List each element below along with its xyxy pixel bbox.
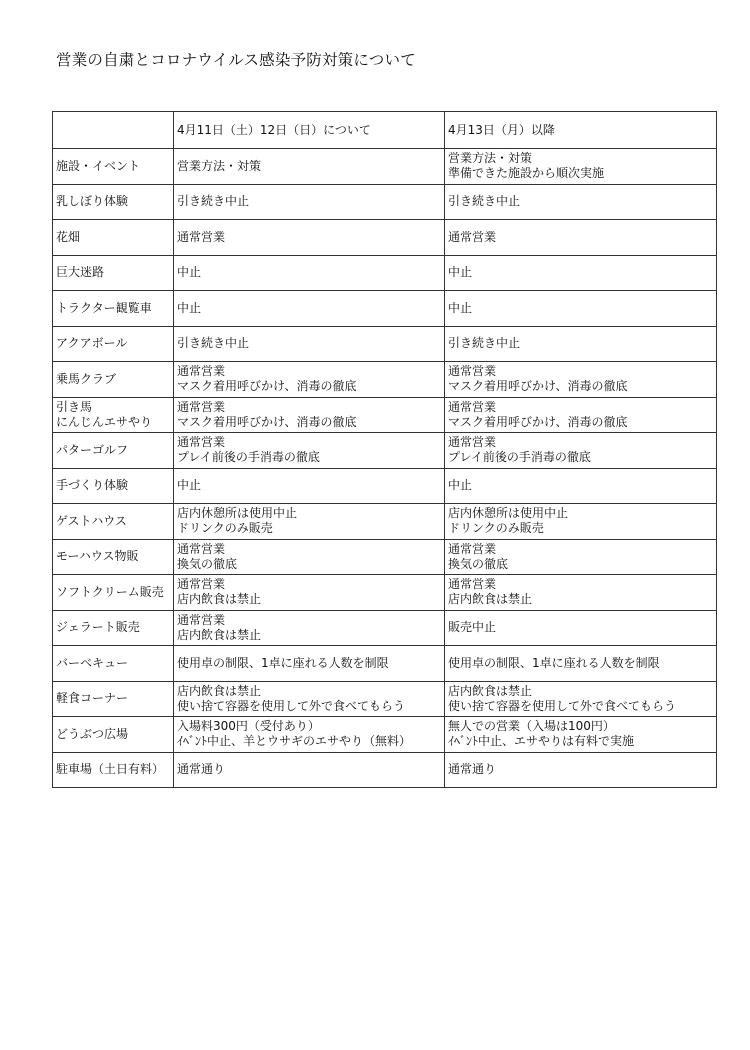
weekend-measure-cell — [174, 468, 445, 504]
after-measure-cell — [445, 184, 717, 220]
cell-text-line: 営業方法・対策 — [448, 151, 533, 166]
page-title: 営業の自粛とコロナウイルス感染予防対策について — [56, 51, 416, 69]
cell-text-line: 乗馬クラブ — [56, 371, 117, 386]
facility-cell — [53, 184, 174, 220]
weekend-measure-cell — [174, 681, 445, 717]
weekend-measure-cell — [174, 326, 445, 362]
cell-text-line: 引き続き中止 — [448, 194, 521, 209]
cell-text-line: パターゴルフ — [56, 442, 129, 457]
table-row — [53, 646, 717, 682]
cell-text-line: 通常営業 — [177, 541, 226, 556]
table-row — [53, 255, 717, 291]
cell-text-line: ドリンクのみ販売 — [448, 521, 544, 536]
cell-text-line: 換気の徹底 — [448, 556, 509, 571]
cell-text-line: 中止 — [448, 478, 473, 493]
cell-text-line: 店内飲食は禁止 — [448, 683, 533, 698]
cell-text-line: マスク着用呼びかけ、消毒の徹底 — [448, 414, 628, 429]
facility-cell — [53, 646, 174, 682]
cell-text-line: マスク着用呼びかけ、消毒の徹底 — [177, 379, 357, 394]
after-measure-cell — [445, 575, 717, 611]
cell-text-line: 引き続き中止 — [177, 194, 250, 209]
cell-text-line: 店内飲食は禁止 — [177, 683, 262, 698]
table-row — [53, 468, 717, 504]
cell-text-line: 巨大迷路 — [56, 265, 105, 280]
table-row — [53, 504, 717, 540]
cell-text-line: 準備できた施設から順次実施 — [448, 166, 605, 181]
cell-text-line: トラクター観覧車 — [56, 300, 152, 315]
after-measure-cell — [445, 646, 717, 682]
after-measure-cell — [445, 433, 717, 469]
weekend-measure-cell — [174, 220, 445, 256]
after-measure-cell — [445, 610, 717, 646]
weekend-measure-cell — [174, 291, 445, 327]
table-header-row — [53, 112, 717, 149]
cell-text-line: マスク着用呼びかけ、消毒の徹底 — [177, 414, 357, 429]
table-row — [53, 681, 717, 717]
cell-text-line: 通常営業 — [448, 577, 497, 592]
cell-text-line: 使い捨て容器を使用して外で食べてもらう — [448, 698, 677, 713]
after-measure-cell — [445, 752, 717, 788]
cell-text-line: 販売中止 — [448, 620, 497, 635]
cell-text-line: ドリンクのみ販売 — [177, 521, 273, 536]
table-row — [53, 433, 717, 469]
cell-text-line: 使い捨て容器を使用して外で食べてもらう — [177, 698, 406, 713]
cell-text-line: マスク着用呼びかけ、消毒の徹底 — [448, 379, 628, 394]
weekend-measure-cell — [174, 610, 445, 646]
facility-cell — [53, 433, 174, 469]
cell-text-line: 通常営業 — [177, 399, 226, 414]
facility-cell — [53, 362, 174, 398]
facility-cell — [53, 326, 174, 362]
after-measure-cell — [445, 539, 717, 575]
weekend-measure-cell — [174, 362, 445, 398]
cell-text-line: ジェラート販売 — [56, 620, 140, 635]
cell-text-line: 引き続き中止 — [448, 336, 521, 351]
cell-text-line: 店内休憩所は使用中止 — [448, 506, 569, 521]
cell-text-line: ｲﾍﾞﾝﾄ中止、羊とウサギのエサやり（無料） — [177, 734, 412, 749]
table-row — [53, 184, 717, 220]
weekend-measure-cell — [174, 575, 445, 611]
after-measure-cell — [445, 504, 717, 540]
weekend-measure-cell — [174, 255, 445, 291]
facility-cell — [53, 610, 174, 646]
cell-text-line: 中止 — [448, 265, 473, 280]
cell-text-line: 使用卓の制限、1卓に座れる人数を制限 — [177, 655, 389, 670]
cell-text-line: 通常営業 — [448, 435, 497, 450]
cell-text-line: にんじんエサやり — [56, 414, 153, 429]
facility-cell — [53, 291, 174, 327]
weekend-measure-cell — [174, 752, 445, 788]
cell-text-line: ｲﾍﾞﾝﾄ中止、エサやりは有料で実施 — [448, 734, 635, 749]
cell-text-line: 使用卓の制限、1卓に座れる人数を制限 — [448, 655, 660, 670]
table-row — [53, 717, 717, 753]
weekend-measure-cell — [174, 504, 445, 540]
cell-text-line: 店内飲食は禁止 — [448, 592, 533, 607]
facility-cell — [53, 717, 174, 753]
table-row — [53, 220, 717, 256]
after-measure-cell — [445, 397, 717, 433]
cell-text-line: 店内休憩所は使用中止 — [177, 506, 298, 521]
cell-text-line: 通常通り — [448, 762, 497, 777]
cell-text-line: 引き続き中止 — [177, 336, 250, 351]
after-measure-cell — [445, 468, 717, 504]
cell-text-line: プレイ前後の手消毒の徹底 — [448, 450, 591, 465]
facility-cell — [53, 681, 174, 717]
table-row — [53, 610, 717, 646]
cell-text-line: 通常営業 — [177, 364, 226, 379]
weekend-measure-cell — [174, 539, 445, 575]
cell-text-line: プレイ前後の手消毒の徹底 — [177, 450, 320, 465]
weekend-measure-cell — [174, 646, 445, 682]
facility-cell — [53, 752, 174, 788]
cell-text-line: 通常営業 — [177, 612, 226, 627]
cell-text-line: 通常営業 — [177, 577, 226, 592]
cell-text-line: 店内飲食は禁止 — [177, 592, 262, 607]
cell-text-line: 花畑 — [56, 229, 81, 244]
cell-text-line: ゲストハウス — [56, 513, 127, 528]
cell-text-line: 通常営業 — [177, 435, 226, 450]
cell-text-line: 軽食コーナー — [56, 691, 129, 706]
table-row — [53, 752, 717, 788]
cell-text-line: 中止 — [177, 300, 202, 315]
facility-cell — [53, 255, 174, 291]
cell-text-line: モーハウス物販 — [56, 549, 139, 564]
facility-cell — [53, 539, 174, 575]
cell-text-line: 通常通り — [177, 762, 226, 777]
cell-text-line: 乳しぼり体験 — [56, 194, 129, 209]
measures-table — [52, 111, 717, 788]
cell-text-line: 店内飲食は禁止 — [177, 627, 262, 642]
weekend-measure-cell — [174, 433, 445, 469]
facility-cell — [53, 397, 174, 433]
cell-text-line: 中止 — [177, 265, 202, 280]
after-measure-cell — [445, 255, 717, 291]
header-cell-after: 4月13日（月）以降 — [445, 112, 717, 149]
table-row — [53, 362, 717, 398]
weekend-measure-cell — [174, 149, 445, 185]
facility-cell — [53, 468, 174, 504]
cell-text-line: 中止 — [177, 478, 202, 493]
table-row — [53, 397, 717, 433]
cell-text-line: 無人での営業（入場は100円） — [448, 719, 615, 734]
cell-text-line: 換気の徹底 — [177, 556, 238, 571]
cell-text-line: 中止 — [448, 300, 473, 315]
facility-cell — [53, 575, 174, 611]
after-measure-cell — [445, 717, 717, 753]
after-measure-cell — [445, 149, 717, 185]
after-measure-cell — [445, 291, 717, 327]
cell-text-line: 駐車場（土日有料） — [56, 762, 165, 777]
table-row — [53, 539, 717, 575]
table-body — [53, 112, 717, 788]
cell-text-line: 引き馬 — [56, 399, 93, 414]
cell-text-line: 施設・イベント — [56, 158, 141, 173]
cell-text-line: 入場料300円（受付あり） — [177, 719, 320, 734]
cell-text-line: どうぶつ広場 — [56, 726, 129, 741]
after-measure-cell — [445, 220, 717, 256]
header-cell-weekend: 4月11日（土）12日（日）について — [174, 112, 445, 149]
cell-text-line: 通常営業 — [448, 364, 497, 379]
cell-text-line: 通常営業 — [448, 541, 497, 556]
cell-text-line: ソフトクリーム販売 — [56, 584, 164, 599]
cell-text-line: 通常営業 — [448, 399, 497, 414]
cell-text-line: バーベキュー — [56, 655, 129, 670]
after-measure-cell — [445, 326, 717, 362]
cell-text-line: 通常営業 — [177, 229, 226, 244]
after-measure-cell — [445, 681, 717, 717]
header-cell-facility — [53, 112, 174, 149]
table-row — [53, 575, 717, 611]
table-row — [53, 326, 717, 362]
table-row — [53, 149, 717, 185]
facility-cell — [53, 220, 174, 256]
cell-text-line: 手づくり体験 — [56, 478, 129, 493]
weekend-measure-cell — [174, 717, 445, 753]
weekend-measure-cell — [174, 397, 445, 433]
weekend-measure-cell — [174, 184, 445, 220]
after-measure-cell — [445, 362, 717, 398]
cell-text-line: 通常営業 — [448, 229, 497, 244]
facility-cell — [53, 149, 174, 185]
table-row — [53, 291, 717, 327]
cell-text-line: アクアボール — [56, 336, 128, 351]
facility-cell — [53, 504, 174, 540]
cell-text-line: 営業方法・対策 — [177, 158, 262, 173]
